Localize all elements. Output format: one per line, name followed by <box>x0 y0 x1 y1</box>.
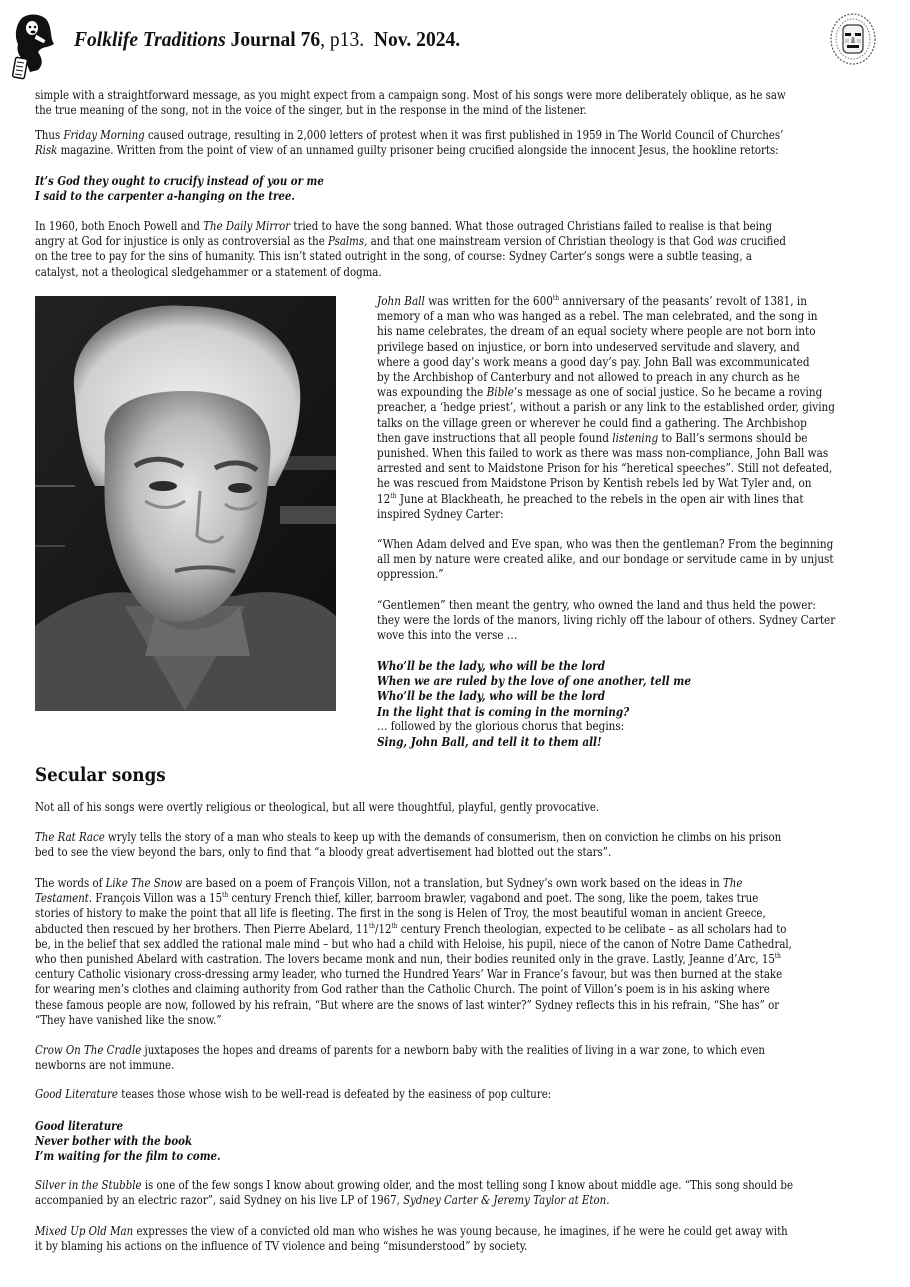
book-title-testament: The <box>722 876 743 890</box>
text-line <box>35 891 759 906</box>
book-title-bible: Bible <box>486 385 514 400</box>
text-line: privilege based on injustice, or born into undeserved servitude and slavery, and <box>377 339 800 354</box>
text-line <box>35 1178 794 1193</box>
text-line: wove this into the verse … <box>377 628 518 643</box>
text-run: are based on a poem of François Villon, not a translation, but Sydney’s own work based on the ideas in <box>182 876 723 890</box>
paragraph-like-the-snow <box>35 876 792 1028</box>
text-line: preacher, a ‘hedge priest’, without a parish or any link to the established order, giving <box>377 400 835 415</box>
paragraph-secular-intro <box>35 800 749 815</box>
text-run: tried to have the song banned. What those outraged Christians failed to realise is that being <box>290 219 773 233</box>
text-line: talks on the village green or wherever he could find a gathering. The Archbishop <box>377 415 807 430</box>
text-run: then gave instructions that all people found <box>377 430 613 445</box>
newspaper-title: The Daily Mirror <box>203 219 291 233</box>
text-line: “They have vanished like the snow.” <box>35 1012 222 1027</box>
lyric-john-ball <box>377 658 910 749</box>
song-title-good-literature: Good Literature <box>35 1087 118 1101</box>
text-line <box>35 143 779 158</box>
text-line <box>35 128 784 143</box>
song-title-john-ball: John Ball <box>377 294 425 308</box>
lyric-line: I’m waiting for the film to come. <box>35 1148 221 1164</box>
text-line <box>377 492 910 507</box>
text-run: juxtaposes the hopes and dreams of parents for a newborn baby with the realities of living in a war zone, to which even <box>141 1043 766 1057</box>
text-line: oppression.” <box>377 567 444 582</box>
text-line <box>35 1193 749 1208</box>
lyric-line: It’s God they ought to crucify instead of you or me <box>35 173 324 188</box>
text-run: was written for the 600 <box>424 294 553 308</box>
text-line: “When Adam delved and Eve span, who was then the gentleman? From the beginning <box>377 537 834 551</box>
text-line: the true meaning of the song, not in the voice of the singer, but in the response in the mind of the listener. <box>35 103 587 118</box>
text-line <box>35 952 781 967</box>
paragraph-friday-morning <box>35 128 784 158</box>
ordinal-suffix: th <box>368 921 376 930</box>
text-line <box>35 1043 766 1058</box>
text-run: The words of <box>35 876 106 890</box>
text-line: be, in the belief that sex addled the rational male mind – but who had a child with Heloise, his pupil, niece of the canon of Notre Dame Cathedral, <box>35 936 792 951</box>
text-line: bed to see the view beyond the bars, only to find that “a bloody great advertisement had blotted out the stars”. <box>35 845 612 860</box>
text-run: . <box>606 1193 610 1208</box>
text-line <box>35 830 782 845</box>
lyric-line: Never bother with the book <box>35 1133 193 1149</box>
text-line: century Catholic visionary cross-dressing army leader, who turned the Hundred Years’ War in France’s favour, but was then burned at the stake <box>35 967 783 982</box>
text-run: abducted then rescued by her brothers. Then Pierre Abelard, 11 <box>35 921 369 936</box>
sydney-carter-portrait-photo <box>35 296 336 711</box>
paragraph-crow-on-the-cradle <box>35 1043 766 1073</box>
text-run: to Ball’s sermons should be <box>658 430 808 445</box>
text-run: magazine. Written from the point of view of an unnamed guilty prisoner being crucified alongside the innocent Jesus, the hookline retorts: <box>57 143 779 158</box>
text-line <box>35 219 773 234</box>
text-line: these famous people are now, followed by his refrain, “But where are the snows of last winter?” Sydney reflects this in his refrain, “She has” or <box>35 997 780 1012</box>
text-line <box>377 431 910 446</box>
text-run: In 1960, both Enoch Powell and <box>35 219 204 233</box>
ordinal-suffix: th <box>391 921 398 930</box>
lyric-line: Who’ll be the lady, who will be the lord <box>377 658 606 673</box>
text-line: his name celebrates, the dream of an equal society where people are not born into <box>377 324 816 339</box>
text-run: teases those whose wish to be well-read is defeated by the easiness of pop culture: <box>117 1087 552 1101</box>
song-title-rat-race: The Rat Race <box>35 830 105 844</box>
paragraph-gentlemen <box>377 598 910 644</box>
paragraph-good-literature <box>35 1087 749 1102</box>
song-title-like-the-snow: Like The Snow <box>105 876 183 890</box>
emphasis: listening <box>612 430 659 445</box>
text-run: expresses the view of a convicted old man who wishes he was young because, he imagines, if he were he could get away with <box>133 1224 788 1238</box>
book-title-psalms: Psalms, <box>327 234 368 249</box>
text-run: crucified <box>737 234 786 249</box>
ordinal-suffix: th <box>390 491 397 500</box>
text-run: century French theologian, expected to be celibate – as all scholars had to <box>397 921 787 936</box>
paragraph-campaign-song <box>35 88 786 118</box>
text-line: all men by nature were created alike, and our bondage or servitude came in by unjust <box>377 552 834 567</box>
song-title-friday-morning: Friday Morning <box>63 128 145 142</box>
text-line: memory of a man who was hanged as a rebel. The man celebrated, and the song in <box>377 309 818 324</box>
text-run: ’s message as one of social justice. So he became a roving <box>513 385 823 400</box>
text-run: . François Villon was a 15 <box>88 891 223 906</box>
text-line: on the tree to pay for the sins of humanity. This isn’t stated outright in the song, of course: Sydney Carter’s songs were a subtle teasing, a <box>35 249 752 264</box>
lyric-line: When we are ruled by the love of one another, tell me <box>377 673 691 689</box>
issue-date: Nov. 2024. <box>373 27 461 51</box>
text-line: simple with a straightforward message, as you might expect from a campaign song. Most of his songs were more deliberately oblique, as he saw <box>35 88 786 102</box>
text-run: Thus <box>35 128 64 142</box>
journal-header-title <box>74 27 460 52</box>
song-title-mixed-up-old-man: Mixed Up Old Man <box>35 1224 134 1238</box>
text-line: they were the lords of the manors, living richly off the labour of others. Sydney Carter <box>377 613 836 628</box>
ordinal-suffix: th <box>774 952 781 961</box>
text-line <box>35 921 787 937</box>
text-line <box>35 1224 788 1239</box>
text-run: June at Blackheath, he preached to the rebels in the open air with lines that <box>396 491 804 506</box>
text-line <box>35 234 786 249</box>
text-line: catalyst, not a theological sledgehammer or a statement of dogma. <box>35 264 382 279</box>
text-line: for wearing men’s clothes and claiming authority from God rather than the Catholic Church. The point of Villon’s poem is in his asking where <box>35 982 770 997</box>
text-line <box>35 1087 749 1102</box>
text-line: where a good day’s work means a good day’s pay. John Ball was excommunicated <box>377 354 810 369</box>
text-run: was expounding the <box>377 385 487 400</box>
paragraph-mixed-up-old-man <box>35 1224 788 1254</box>
lyric-line: Good literature <box>35 1118 123 1133</box>
quote-adam-delved <box>377 537 910 583</box>
text-line: arrested and sent to Maidstone Prison for his “heretical speeches”. Still not defeated, <box>377 461 833 476</box>
lyric-friday-morning <box>35 173 749 203</box>
text-run: is one of the few songs I know about growing older, and the most telling song I know about middle age. “This song should be <box>141 1178 794 1192</box>
lyric-line: I said to the carpenter a-hanging on the tree. <box>35 188 295 204</box>
emphasis: was <box>717 234 738 249</box>
text-line: it by blaming his actions on the influence of TV violence and being “misunderstood” by society. <box>35 1239 528 1254</box>
paragraph-rat-race <box>35 830 782 860</box>
text-line <box>35 876 749 891</box>
song-title-crow-on-the-cradle: Crow On The Cradle <box>35 1043 142 1057</box>
song-title-silver-in-the-stubble: Silver in the Stubble <box>35 1178 142 1192</box>
text-run: and that one mainstream version of Christian theology is that God <box>367 234 718 249</box>
section-heading-secular-songs: Secular songs <box>35 764 166 786</box>
page-number: , p13. <box>320 27 365 51</box>
album-title: Sydney Carter & Jeremy Taylor at Eton <box>403 1193 607 1208</box>
lyric-line: Sing, John Ball, and tell it to them all! <box>377 734 602 750</box>
text-run: 12 <box>377 491 391 506</box>
text-line: punished. When this failed to work as there was mass non-compliance, John Ball was <box>377 446 829 461</box>
text-line <box>377 385 910 400</box>
text-line: inspired Sydney Carter: <box>377 506 504 521</box>
book-title-testament: Testament <box>35 891 89 906</box>
lyric-line: Who’ll be the lady, who will be the lord <box>377 688 606 704</box>
text-line: … followed by the glorious chorus that begins: <box>377 718 625 733</box>
text-line: by the Archbishop of Canterbury and not allowed to preach in any church as he <box>377 370 800 385</box>
text-run: caused outrage, resulting in 2,000 letters of protest when it was first published in 1959 in The World Council of Churches’ <box>144 128 784 142</box>
lyric-line: In the light that is coming in the morning? <box>377 703 630 719</box>
text-run: century French thief, killer, barroom brawler, vagabond and poet. The song, like the poem, takes true <box>228 891 759 906</box>
text-line: “Gentlemen” then meant the gentry, who owned the land and thus held the power: <box>377 598 816 612</box>
magazine-title-risk: Risk <box>35 143 58 158</box>
text-run: anniversary of the peasants’ revolt of 1381, in <box>559 294 807 308</box>
text-line: he was rescued from Maidstone Prison by Kentish rebels led by Wat Tyler and, on <box>377 476 812 491</box>
journal-number: Journal 76 <box>225 27 321 51</box>
text-line: newborns are not immune. <box>35 1058 175 1073</box>
text-line: stories of history to make the point that all life is fleeting. The first in the song is Helen of Troy, the most beautiful woman in ancient Greece, <box>35 906 766 921</box>
paragraph-silver-in-the-stubble <box>35 1178 794 1208</box>
lyric-good-literature <box>35 1118 749 1164</box>
text-run: who then punished Abelard with castration. The lovers became monk and nun, their bodies reunited only in the grave. Lastly, Jeanne d’Arc, 15 <box>35 952 775 967</box>
text-run: wryly tells the story of a man who steals to keep up with the demands of consumerism, then on conviction he climbs on his prison <box>104 830 782 844</box>
text-line: Not all of his songs were overtly religious or theological, but all were thoughtful, playful, gently provocative. <box>35 800 600 814</box>
text-line <box>377 294 910 309</box>
paragraph-song-banned <box>35 219 786 280</box>
text-run: /12 <box>375 921 392 936</box>
paragraph-john-ball <box>377 294 910 522</box>
ordinal-suffix: th <box>552 294 560 302</box>
text-run: angry at God for injustice is only as controversial as the <box>35 234 328 249</box>
publication-name: Folklife Traditions <box>74 27 226 51</box>
ordinal-suffix: th <box>222 891 229 900</box>
text-run: accompanied by an electric razor”, said Sydney on his live LP of 1967, <box>35 1193 404 1208</box>
green-man-mask-icon <box>828 12 878 66</box>
folk-musician-logo-icon <box>8 12 60 80</box>
